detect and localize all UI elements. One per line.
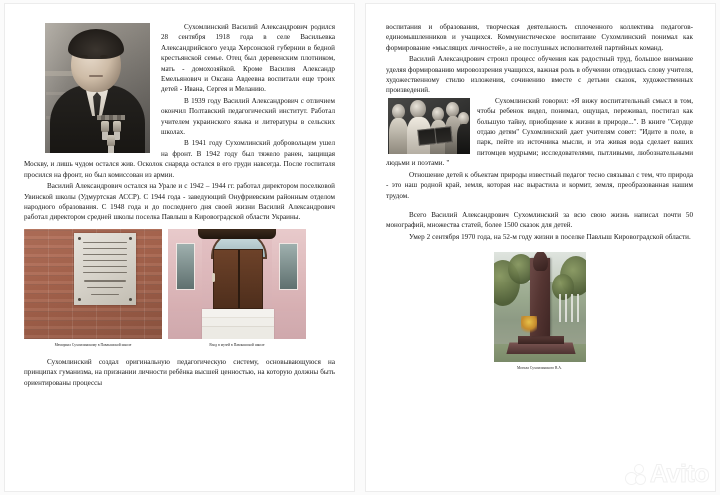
page-left [4,3,355,492]
avito-watermark-text: Avito [649,460,709,488]
paragraph-birth: Сухомлинский Василий Александрович родился 28 сентября 1918 года в селе Васильевка Александрийского уезда Херсонской губернии в бедной крестьянской семье. Отец был деревенским плотником, мать - домохозяйкой. Кроме Василия Александр Емельянович и Оксана Авдеевна воспитали еще троих детей - Ивана, Сергея и Меланию. [161,23,335,94]
caption-grave: Могила Сухомлинского В.А. [516,366,563,371]
photo-block-grave [494,252,586,371]
photo-row-left [24,229,335,348]
paragraph-death: Умер 2 сентября 1970 года, на 52-м году жизни в поселке Павлыш Кировоградской области. [409,232,691,241]
portrait-sukhomlinsky [45,23,150,153]
caption-entrance: Вход в музей в Павлышской школе [209,342,265,347]
kids-photo-image [388,98,470,154]
caption-memorial: Мемориал Сухомлинскому в Павлышской школе [54,342,132,347]
paragraph-nature: Отношение детей к объектам природы известный педагог тесно связывал с тем, что природа - это наш родной край, земля, которая нас вырастила и кормит, земля, преобразованная нашим трудом. [386,170,693,200]
grave-monument-image [494,252,586,362]
paragraph-quote-heart: Сухомлинский говорил: «Я вижу воспитательный смысл в том, чтобы ребенок видел, понимал, ощущал, переживал, постигал как большую тайну, приобщение к жизни в природе...". В книге "Сердце отдаю детям" Сухомлинский дает учителям совет: "Идите в поле, в парк, пейте из источника мысли, и эта живая вода сделает ваших питомцев мудрыми; исследователями, пытливыми, любознательными людьми и поэтами. " [386,96,693,168]
portrait-image [45,23,150,153]
paragraph-upbringing: воспитания и образования, творческая деятельность сплоченного коллектива педагогов-единомышленников и учащихся. Коммунистическое воспитание Сухомлинский понимал как формирование «мыслящих личностей», а не послушных исполнителей партийных команд. [386,23,693,52]
page-right [365,3,716,492]
paragraph-career: Василий Александрович остался на Урале и с 1942 – 1944 гг. работал директором поселковой Увинской школы (Удмуртская АССР). С 1944 года - заведующий Онуфриевским районным отделом народного образования. С 1948 года и до последнего дня своей жизни Василий Александрович работал директором средней школы поселка Павлыш в Кировоградской области Украины. [24,182,335,222]
memorial-plaque-image [24,229,162,339]
paragraph-pedagogy: Сухомлинский создал оригинальную педагогическую систему, основывающуюся на принципах гуманизма, на признании личности ребёнка высшей ценностью, на которую должны быть ориентированы процессы [24,357,335,387]
museum-entrance-image [168,229,306,339]
photo-block-memorial [24,229,162,348]
paragraph-war: В 1941 году Сухомлинский добровольцем ушел на фронт. В 1942 году был тяжело ранен, защищая Москву, и лишь чудом остался жив. Осколок снаряда остался в его груди навсегда. После госпиталя просился на фронт, но был комиссован из армии. [24,139,335,179]
paragraph-institute: В 1939 году Василий Александрович с отличием окончил Полтавский педагогический институт. Работал учителем украинского языка и литературы в сельских школах. [161,96,335,137]
paragraph-works: Всего Василий Александрович Сухомлинский за всю свою жизнь написал почти 50 монографий, множества статей, более 1500 сказок для детей. [386,210,693,230]
photo-block-entrance [168,229,306,348]
paragraph-teaching-process: Василий Александрович строил процесс обучения как радостный труд, большое внимание уделяя формированию мировоззрения учащихся, важная роль в обучении отводилась слову учителя, художественному стилю изложения, сочинению вместе с детьми сказок, художественных произведений. [386,55,693,95]
